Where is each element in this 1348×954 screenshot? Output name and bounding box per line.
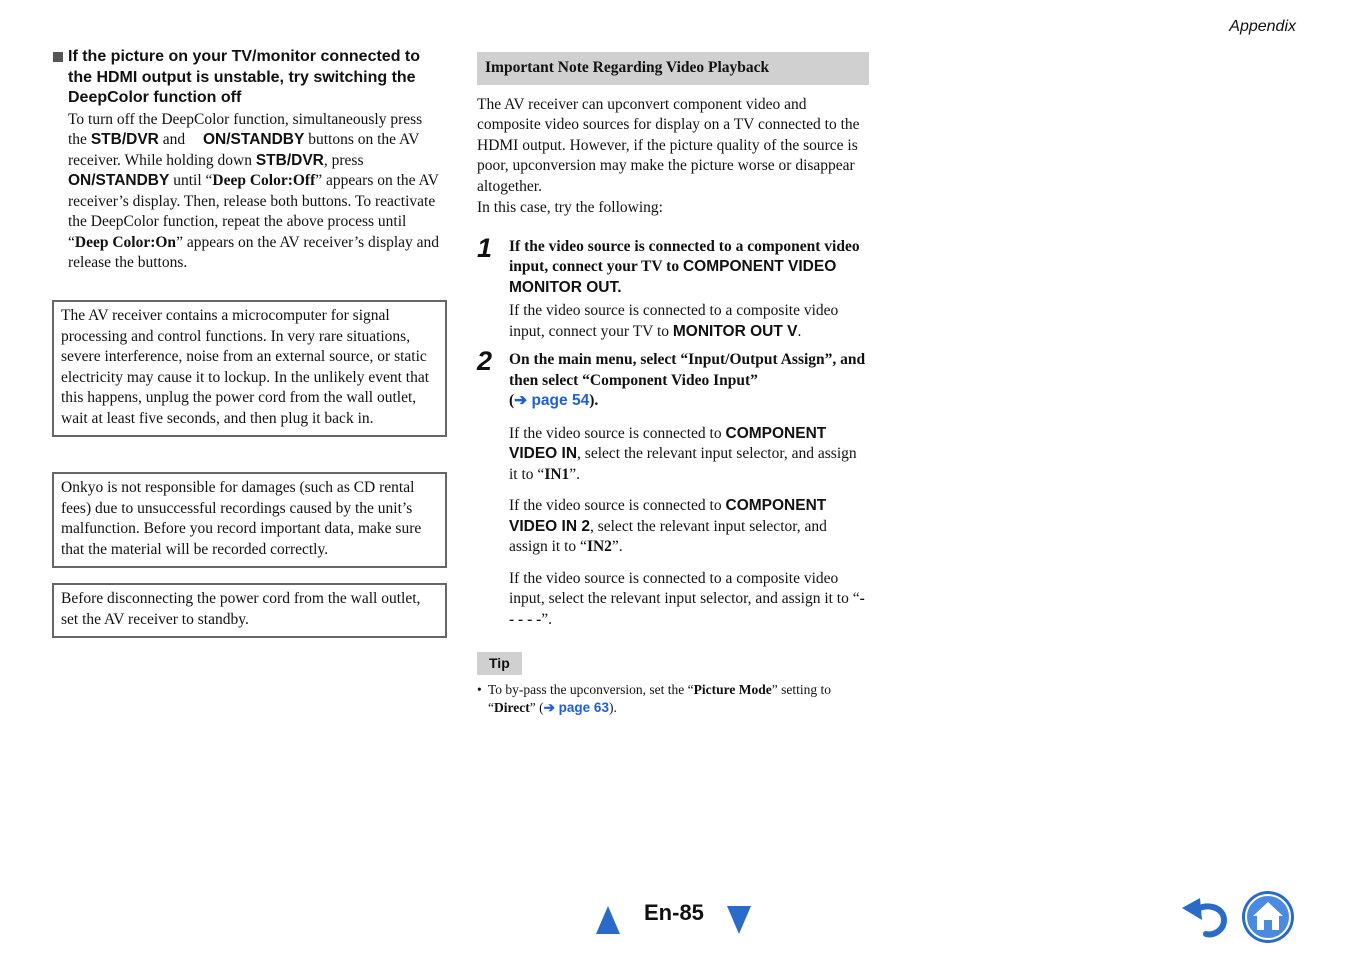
text: ). xyxy=(589,392,599,409)
text: , select the relevant input selector, and assign it to “ xyxy=(509,445,857,483)
jack-name: COMPONENT VIDEO IN 2 xyxy=(509,497,827,535)
step-body xyxy=(509,301,869,342)
text: ). xyxy=(608,699,617,715)
step-number: 2 xyxy=(477,346,493,376)
text: ” appears on the AV receiver’s display. Then, release both buttons. To reactivate the DeepColor function, repeat the above process until “ xyxy=(68,172,439,251)
power-cord-note-box: Before disconnecting the power cord from the wall outlet, set the AV receiver to standby. xyxy=(52,583,447,638)
jack-name: COMPONENT VIDEO IN xyxy=(509,424,827,462)
step-body xyxy=(509,496,869,558)
text: , select the relevant input selector, and assign it to “ xyxy=(509,517,827,555)
jack-name: COMPONENT VIDEO MONITOR OUT. xyxy=(509,258,837,296)
liability-note-box: Onkyo is not responsible for damages (such as CD rental fees) due to unsuccessful recordings caused by the unit’s malfunction. Before you record important data, make sure that the material will be recorded correctly. xyxy=(52,472,447,568)
text: On the main menu, select “Input/Output Assign”, and then select “Component Video Input” xyxy=(509,351,866,389)
text: ”. xyxy=(541,610,553,628)
page-number: En-85 xyxy=(644,900,704,925)
key-on-standby: ON/STANDBY xyxy=(203,131,305,148)
text: To by-pass the upconversion, set the “ xyxy=(488,681,694,697)
square-bullet-icon xyxy=(53,52,63,62)
previous-page-arrow-icon[interactable] xyxy=(596,906,620,934)
key-stb-dvr: STB/DVR xyxy=(255,151,324,169)
text: and xyxy=(158,131,189,148)
tip-text xyxy=(477,681,869,717)
tip-section xyxy=(477,652,869,717)
left-column xyxy=(53,47,445,274)
setting-value: Direct xyxy=(494,699,530,715)
setting-value: IN1 xyxy=(544,465,570,483)
setting-name: Picture Mode xyxy=(693,681,772,697)
step-2 xyxy=(477,346,869,630)
step-1 xyxy=(477,232,869,343)
right-column xyxy=(477,52,869,717)
home-icon[interactable] xyxy=(1241,890,1295,944)
text: ( xyxy=(509,392,515,409)
back-arrow-icon[interactable] xyxy=(1180,896,1228,938)
troubleshoot-heading xyxy=(53,47,445,109)
troubleshoot-heading-text: If the picture on your TV/monitor connected to the HDMI output is unstable, try switching the DeepColor function off xyxy=(68,48,421,106)
text: If the video source is connected to xyxy=(509,497,726,514)
text: . xyxy=(797,322,802,340)
intro-text: The AV receiver can upconvert component video and composite video sources for display on a TV connected to the HDMI output. However, if the picture quality of the source is poor, upconversion may make the picture worse or disappear altogether. xyxy=(477,95,860,195)
next-page-arrow-icon[interactable] xyxy=(727,906,751,934)
text: If the video source is connected to xyxy=(509,424,726,442)
setting-value: IN2 xyxy=(586,538,612,555)
text: ” setting to “ xyxy=(488,681,831,715)
text: ”. xyxy=(569,465,581,483)
text: If the video source is connected to a composite video input, select the relevant input selector, and assign it to “ xyxy=(509,569,860,607)
setting-value: Deep Color:On xyxy=(74,233,177,251)
deepcolor-instructions xyxy=(53,110,445,274)
key-on-standby: ON/STANDBY xyxy=(68,172,170,189)
page-54-link[interactable]: ➔ page 54 xyxy=(514,392,590,409)
text: buttons on the AV receiver. While holding down xyxy=(68,131,420,169)
note-title: Important Note Regarding Video Playback xyxy=(477,52,869,85)
text: To turn off the DeepColor function, simultaneously press the xyxy=(68,110,423,148)
intro-text-2: In this case, try the following: xyxy=(477,199,663,216)
jack-name: MONITOR OUT V xyxy=(672,322,798,340)
bullet: • xyxy=(477,681,482,697)
text: ” appears on the AV receiver’s display and release the buttons. xyxy=(68,233,440,271)
text: If the video source is connected to a composite video input, connect your TV to xyxy=(509,302,839,340)
tip-label: Tip xyxy=(477,652,522,675)
page-63-link[interactable]: ➔ page 63 xyxy=(543,699,609,715)
section-label: Appendix xyxy=(1229,18,1296,35)
setting-value: - - - - - xyxy=(509,590,865,628)
text: until “ xyxy=(169,172,213,189)
text: ”. xyxy=(611,538,623,555)
setting-value: Deep Color:Off xyxy=(212,172,316,189)
step-number: 1 xyxy=(477,232,493,263)
step-title xyxy=(509,237,869,299)
microcomputer-note-box: The AV receiver contains a microcomputer for signal processing and control functions. In very rare situations, severe interference, noise from an external source, or static electricity may cause it to lockup. In the unlikely event that this happens, unplug the power cord from the wall outlet, wait at least five seconds, and then plug it back in. xyxy=(52,300,447,437)
text: , press xyxy=(323,151,368,169)
step-body xyxy=(509,424,869,486)
step-title xyxy=(509,350,869,412)
text: If the video source is connected to a component video input, connect your TV to xyxy=(509,237,860,275)
key-stb-dvr: STB/DVR xyxy=(90,131,159,148)
step-body xyxy=(509,569,869,631)
text: ” ( xyxy=(529,699,544,715)
